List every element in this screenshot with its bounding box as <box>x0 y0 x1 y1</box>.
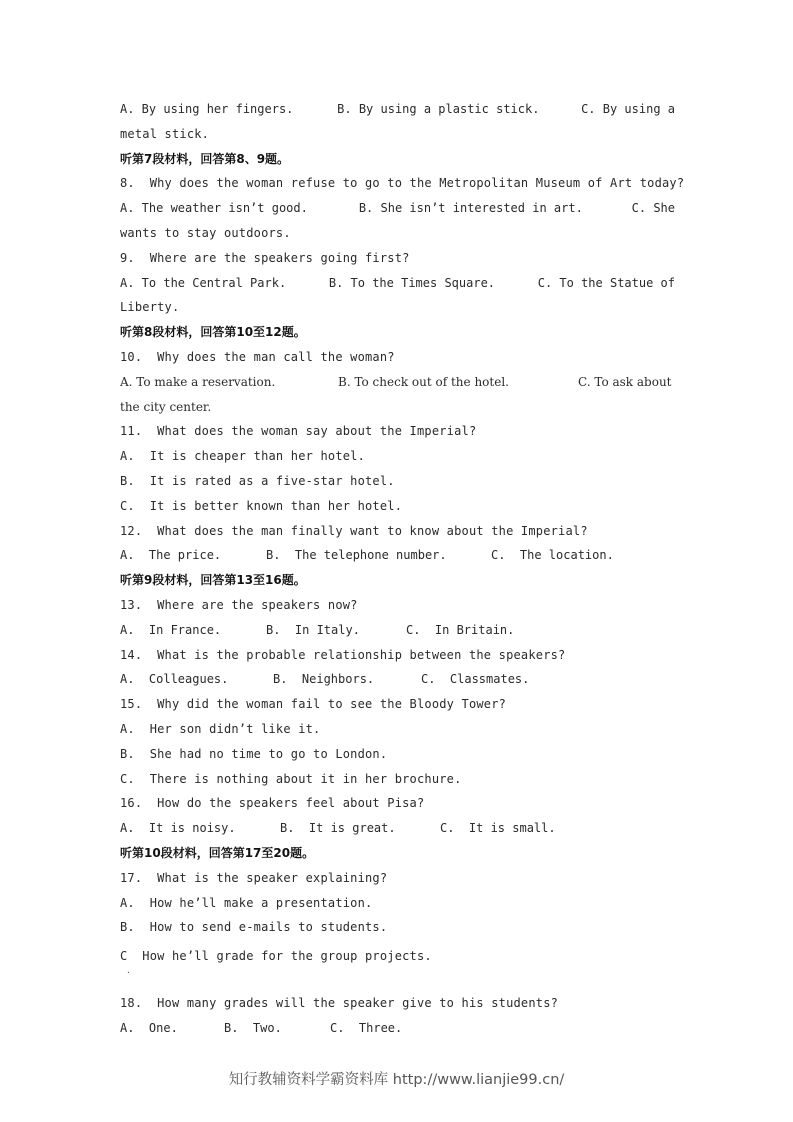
q18-options <box>120 1016 675 1041</box>
q16-option-b: B. It is great. <box>280 821 396 836</box>
q13-option-b: B. In Italy. <box>266 622 360 637</box>
q17-option-b: B. How to send e-mails to students. <box>120 920 388 935</box>
q13-options <box>120 618 675 643</box>
q16-option-a: A. It is noisy. <box>120 821 236 836</box>
q7-option-c-cont: metal stick. <box>120 126 210 141</box>
q7-option-a: A. By using her fingers. <box>120 102 294 116</box>
section-heading-10: 听第10段材料，回答第17至20题。 <box>120 845 315 860</box>
q8-options <box>120 196 675 221</box>
q8-option-b: B. She isn’t interested in art. <box>358 201 583 216</box>
section-heading-9: 听第9段材料，回答第13至16题。 <box>120 573 306 588</box>
q17-option-c: C How he’ll grade for the group projects. <box>120 949 432 964</box>
q14-options <box>120 667 675 692</box>
q9-option-c: C. To the Statue of <box>537 275 675 290</box>
q15-option-a: A. Her son didn’t like it. <box>120 721 321 736</box>
section-heading-7: 听第7段材料，回答第8、9题。 <box>120 151 290 166</box>
q16-stem: 16. How do the speakers feel about Pisa? <box>120 796 425 811</box>
q13-stem: 13. Where are the speakers now? <box>120 597 358 612</box>
q15-option-b: B. She had no time to go to London. <box>120 746 388 761</box>
q8-option-c: C. She <box>631 201 675 216</box>
q17-option-a: A. How he’ll make a presentation. <box>120 895 373 910</box>
q12-option-a: A. The price. <box>120 548 222 563</box>
q16-options <box>120 816 675 841</box>
q11-option-b: B. It is rated as a five-star hotel. <box>120 473 395 488</box>
q7-option-b: B. By using a plastic stick. <box>337 102 540 116</box>
q15-stem: 15. Why did the woman fail to see the Bloody Tower? <box>120 697 507 712</box>
q17-stem: 17. What is the speaker explaining? <box>120 870 388 885</box>
q10-option-c: C. To ask about <box>578 374 672 389</box>
q14-option-b: B. Neighbors. <box>273 672 375 687</box>
q14-stem: 14. What is the probable relationship between the speakers? <box>120 647 566 662</box>
q8-option-a: A. The weather isn’t good. <box>120 201 308 216</box>
q14-option-c: C. Classmates. <box>421 672 530 687</box>
q10-stem: 10. Why does the man call the woman? <box>120 349 395 364</box>
q18-option-c: C. Three. <box>330 1020 403 1035</box>
q16-option-c: C. It is small. <box>440 821 556 836</box>
exam-page <box>120 97 685 1040</box>
q11-option-a: A. It is cheaper than her hotel. <box>120 449 366 464</box>
q10-options <box>120 370 675 395</box>
q18-option-b: B. Two. <box>224 1020 282 1035</box>
q13-option-c: C. In Britain. <box>406 622 515 637</box>
q14-option-a: A. Colleagues. <box>120 672 229 687</box>
q9-stem: 9. Where are the speakers going first? <box>120 250 410 265</box>
spacer <box>120 977 675 991</box>
q18-option-a: A. One. <box>120 1020 178 1035</box>
q7-options <box>120 97 675 122</box>
q13-option-a: A. In France. <box>120 622 222 637</box>
q12-option-c: C. The location. <box>491 548 614 563</box>
q9-options <box>120 271 675 296</box>
q8-option-c-cont: wants to stay outdoors. <box>120 225 291 240</box>
q11-stem: 11. What does the woman say about the Imperial? <box>120 424 477 439</box>
q18-stem: 18. How many grades will the speaker give to his students? <box>120 995 559 1010</box>
q11-option-c: C. It is better known than her hotel. <box>120 498 403 513</box>
q10-option-c-cont-row <box>120 395 675 420</box>
q9-option-a: A. To the Central Park. <box>120 275 287 290</box>
q9-option-c-cont: Liberty. <box>120 300 180 315</box>
q15-option-c: C. There is nothing about it in her brochure. <box>120 771 462 786</box>
q10-option-a: A. To make a reservation. <box>120 374 276 389</box>
q8-stem: 8. Why does the woman refuse to go to the Metropolitan Museum of Art today? <box>120 176 685 191</box>
q12-options <box>120 543 675 568</box>
footer-watermark-text: 知行教辅资料学霸资料库 http://www.lianjie99.cn/ <box>228 1072 565 1088</box>
stray-mark: · <box>126 967 131 977</box>
section-heading-8: 听第8段材料，回答第10至12题。 <box>120 325 306 340</box>
q12-option-b: B. The telephone number. <box>266 548 447 563</box>
q12-stem: 12. What does the man finally want to know about the Imperial? <box>120 523 588 538</box>
q10-option-c-cont: the city center. <box>120 399 212 414</box>
q9-option-b: B. To the Times Square. <box>328 275 496 290</box>
q7-option-c: C. By using a <box>581 102 675 116</box>
q10-option-b: B. To check out of the hotel. <box>338 374 509 389</box>
